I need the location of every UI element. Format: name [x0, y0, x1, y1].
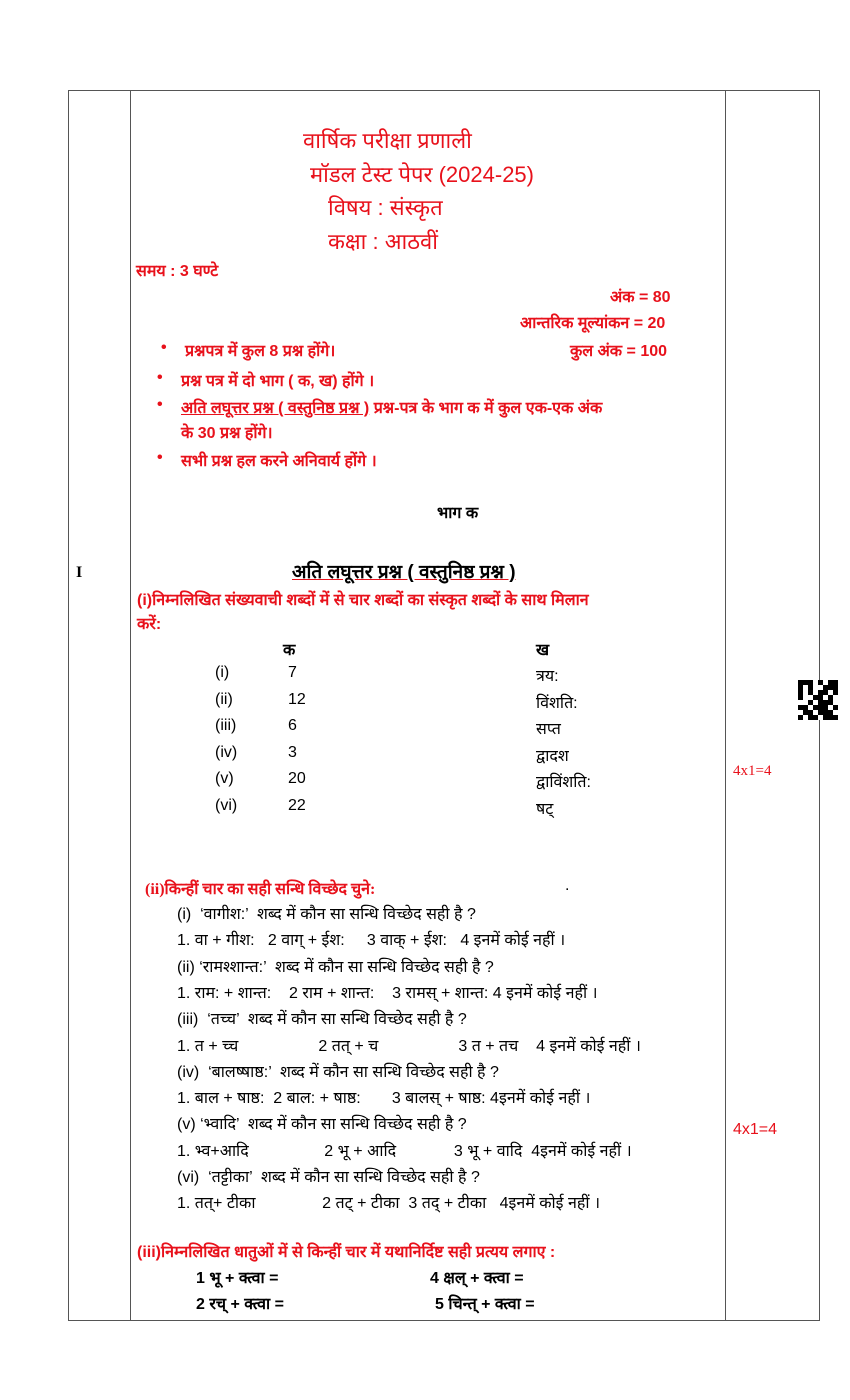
q3-item: 5 चिन्त् + क्त्वा =: [435, 1296, 535, 1313]
instruction-underlined: अति लघूत्तर प्रश्न ( वस्तुनिष्ठ प्रश्न ): [181, 400, 370, 417]
q1-marks: 4x1=4: [733, 763, 772, 779]
sandhi-options: 1. तत्+ टीका 2 तट् + टीका 3 तद् + टीका 4इनमें कोई नहीं ।: [177, 1195, 601, 1213]
instruction: [181, 396, 602, 418]
q3-item: 4 क्षल् + क्त्वा =: [430, 1270, 524, 1287]
marks-internal: आन्तरिक मूल्यांकन = 20: [520, 315, 666, 332]
match-row-a: 7: [288, 664, 297, 681]
instruction-rest: प्रश्न-पत्र के भाग क में कुल एक-एक अंक: [373, 400, 603, 417]
match-row-a: 22: [288, 796, 306, 814]
column-header-a: क: [283, 642, 296, 659]
q2-marks: 4x1=4: [733, 1121, 778, 1138]
class: कक्षा : आठवीं: [328, 229, 438, 254]
q3-item: 1 भू + क्त्वा =: [196, 1270, 279, 1287]
table-left-border: [68, 90, 69, 1321]
instruction-continued: के 30 प्रश्न होंगे।: [181, 425, 273, 442]
match-row-b: द्वादश: [536, 747, 569, 765]
sandhi-question: (ii) ‘रामश्शान्त:’ शब्द में कौन सा सन्धि विच्छेद सही है ?: [177, 958, 494, 976]
sandhi-options: 1. भ्व+आदि 2 भू + आदि 3 भू + वादि 4इनमें कोई नहीं ।: [177, 1142, 632, 1160]
sandhi-options: 1. बाल + षाष्ठ: 2 बाल: + षाष्ठ: 3 बालस् + षाष्ठ: 4इनमें कोई नहीं ।: [177, 1090, 591, 1108]
match-row-n: (iii): [215, 717, 237, 734]
match-row-n: (iv): [215, 743, 238, 761]
q1-prompt: (i)निम्नलिखित संख्यवाची शब्दों में से चार शब्दों का संस्कृत शब्दों के साथ मिलान: [137, 592, 589, 609]
match-row-a: 12: [288, 690, 306, 708]
sandhi-options: 1. राम: + शान्त: 2 राम + शान्त: 3 रामस् + शान्त: 4 इनमें कोई नहीं ।: [177, 984, 598, 1002]
q3-prompt: (iii)निम्नलिखित धातुओं में से किन्हीं चार में यथानिर्दिष्ट सही प्रत्यय लगाए :: [137, 1244, 556, 1261]
match-row-b: विंशति:: [536, 694, 578, 712]
match-row-a: 6: [288, 717, 297, 734]
marks-ank: अंक = 80: [610, 289, 671, 306]
marks-total: कुल अंक = 100: [570, 343, 668, 360]
match-row-n: (ii): [215, 690, 233, 708]
match-row-b: सप्त: [536, 721, 561, 738]
sandhi-question: (v) ‘भ्वादि’ शब्द में कौन सा सन्धि विच्छेद सही है ?: [177, 1116, 467, 1134]
match-row-n: (v): [215, 770, 234, 787]
sandhi-question: (iv) ‘बालष्षाष्ठ:’ शब्द में कौन सा सन्धि विच्छेद सही है ?: [177, 1063, 499, 1081]
table-top-border: [68, 90, 820, 91]
sandhi-question: (iii) ‘तच्च’ शब्द में कौन सा सन्धि विच्छेद सही है ?: [177, 1011, 467, 1029]
instruction: • प्रश्न पत्र में दो भाग ( क, ख) होंगे ।: [181, 369, 374, 391]
header-subtitle: मॉडल टेस्ट पेपर (2024-25): [310, 162, 534, 187]
sandhi-options: 1. वा + गीश: 2 वाग् + ईश: 3 वाक् + ईश: 4 इनमें कोई नहीं ।: [177, 932, 566, 950]
table-bottom-border: [68, 1320, 820, 1321]
match-row-n: (i): [215, 664, 230, 681]
match-row-a: 3: [288, 743, 297, 761]
match-row-b: द्वाविंशति:: [536, 774, 591, 791]
instruction: • सभी प्रश्न हल करने अनिवार्य होंगे ।: [181, 449, 377, 471]
column-header-b: ख: [536, 642, 550, 659]
header-title: वार्षिक परीक्षा प्रणाली: [303, 128, 472, 153]
sandhi-question: (i) ‘वागीश:’ शब्द में कौन सा सन्धि विच्छेद सही है ?: [177, 906, 476, 923]
instruction: • प्रश्नपत्र में कुल 8 प्रश्न होंगे।: [185, 339, 335, 361]
section-heading: अति लघूत्तर प्रश्न ( वस्तुनिष्ठ प्रश्न ): [292, 562, 516, 583]
sandhi-question: (vi) ‘तट्टीका’ शब्द में कौन सा सन्धि विच्छेद सही है ?: [177, 1169, 480, 1186]
q1-prompt-continued: करें:: [137, 616, 162, 633]
time: समय : 3 घण्टे: [136, 263, 219, 280]
column-divider: [130, 90, 131, 1321]
subject: विषय : संस्कृत: [328, 195, 443, 220]
q2-prompt: (ii)किन्हीं चार का सही सन्धि विच्छेद चुने:: [145, 881, 376, 898]
section-label: भाग क: [437, 505, 479, 522]
match-row-a: 20: [288, 770, 306, 787]
qr-code-icon: [798, 680, 838, 720]
column-divider: [725, 90, 726, 1321]
match-row-b: षट्: [536, 800, 554, 818]
sandhi-options: 1. त + च्च 2 तत् + च 3 त + तच 4 इनमें कोई नहीं ।: [177, 1037, 641, 1055]
question-number: I: [76, 564, 83, 581]
q3-item: 2 रच् + क्त्वा =: [196, 1296, 284, 1313]
match-row-b: त्रय:: [536, 668, 559, 685]
stray-dot: .: [565, 877, 570, 894]
match-row-n: (vi): [215, 796, 238, 814]
